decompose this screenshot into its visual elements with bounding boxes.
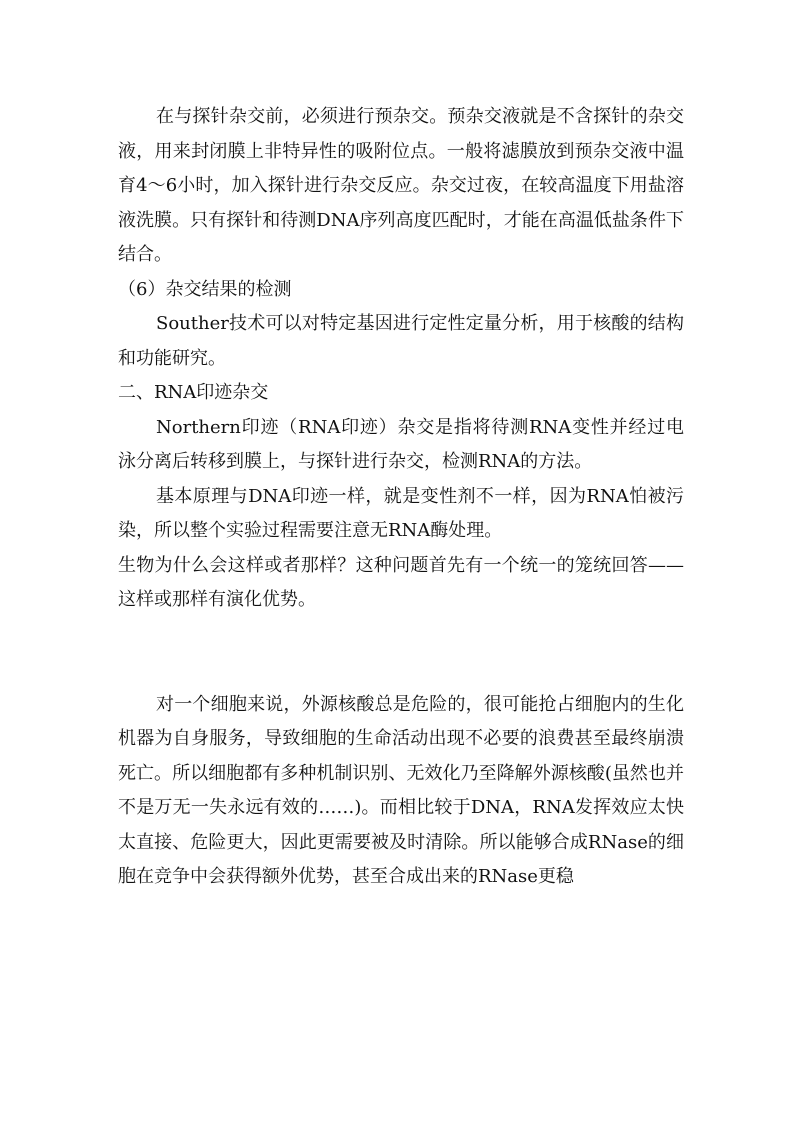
cell-paragraph: 对一个细胞来说，外源核酸总是危险的，很可能抢占细胞内的生化机器为自身服务，导致细胞的生命活动出现不必要的浪费甚至最终崩溃死亡。所以细胞都有多种机制识别、无效化乃至降解外源核酸(虽然也并不是万无一失永远有效的……)。而相比较于DNA，RNA发挥效应太快太直接、危险更大，因此更需要被及时清除。所以能够合成RNase的细胞在竞争中会获得额外优势，甚至合成出来的RNase更稳 — [118, 693, 684, 887]
blank-space — [118, 618, 684, 688]
rna-blot-heading: 二、RNA印迹杂交 — [118, 382, 269, 403]
document-page — [118, 100, 684, 895]
prehybridization-paragraph: 在与探针杂交前，必须进行预杂交。预杂交液就是不含探针的杂交液，用来封闭膜上非特异性的吸附位点。一般将滤膜放到预杂交液中温育4～6小时，加入探针进行杂交反应。杂交过夜，在较高温度下用盐溶液洗膜。只有探针和待测DNA序列高度匹配时，才能在高温低盐条件下结合。 — [118, 106, 684, 265]
northern-paragraph: Northern印迹（RNA印迹）杂交是指将待测RNA变性并经过电泳分离后转移到膜上，与探针进行杂交，检测RNA的方法。 — [118, 416, 684, 472]
principle-paragraph: 基本原理与DNA印迹一样，就是变性剂不一样，因为RNA怕被污染，所以整个实验过程需要注意无RNA酶处理。 — [118, 485, 684, 541]
detection-heading: （6）杂交结果的检测 — [118, 278, 292, 300]
question-paragraph: 生物为什么会这样或者那样？这种问题首先有一个统一的笼统回答——这样或那样有演化优势。 — [118, 554, 684, 610]
souther-paragraph: Souther技术可以对特定基因进行定性定量分析，用于核酸的结构和功能研究。 — [118, 313, 684, 369]
